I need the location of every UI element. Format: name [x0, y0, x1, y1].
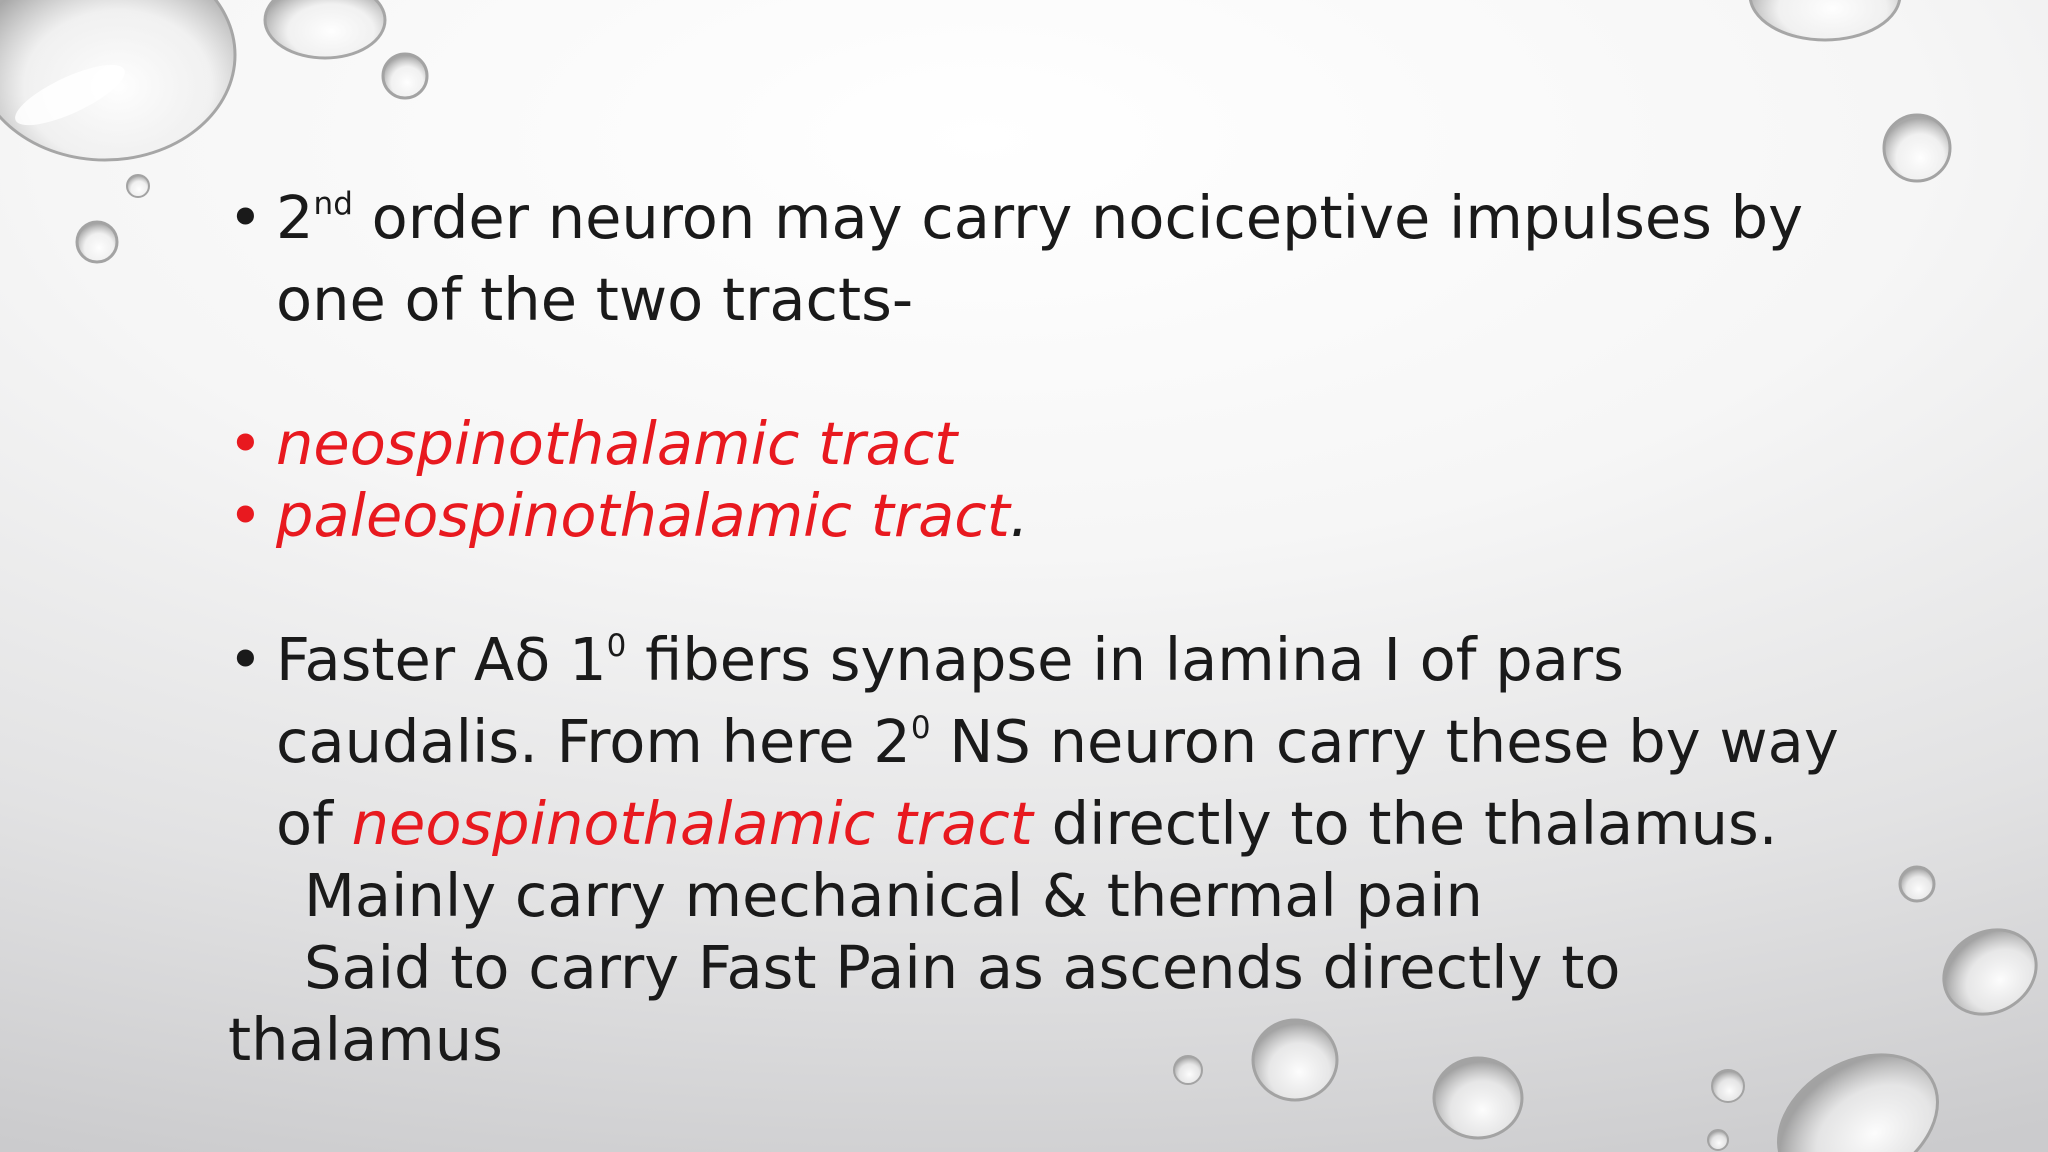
bullet-point-faster-fibers [228, 624, 1848, 1004]
bullet-point-paleospinothalamic [228, 480, 1848, 552]
bullet-marker: • [228, 481, 263, 550]
text-line [276, 624, 1848, 706]
bullet-point-second-order-neuron [228, 182, 1848, 336]
text-run: . [1009, 481, 1029, 550]
bullet-marker: • [228, 183, 263, 252]
text-run: caudalis. From here 2 [276, 707, 911, 776]
superscript: 0 [910, 710, 931, 746]
highlighted-term: neospinothalamic tract [351, 789, 1033, 858]
text-run: NS neuron carry these by way [930, 707, 1839, 776]
highlighted-term: paleospinothalamic tract [276, 481, 1010, 550]
text-run: order neuron may carry nociceptive impulses by [352, 183, 1804, 252]
text-run: Faster Aδ 1 [276, 625, 607, 694]
slide-body [228, 182, 1848, 1076]
superscript: 0 [606, 628, 627, 664]
text-run: directly to the thalamus. [1032, 789, 1778, 858]
text-line: Said to carry Fast Pain as ascends directly to [304, 933, 1621, 1002]
text-line: one of the two tracts- [276, 265, 914, 334]
superscript: nd [313, 186, 353, 222]
text-line [276, 480, 1848, 552]
highlighted-term: neospinothalamic tract [276, 409, 958, 478]
spacer [228, 552, 1848, 624]
text-run: fibers synapse in lamina I of pars [626, 625, 1624, 694]
bullet-marker: • [228, 409, 263, 478]
text-line [276, 788, 1848, 860]
text-line [276, 408, 1848, 480]
bullet-point-neospinothalamic [228, 408, 1848, 480]
droplet-cluster-top-right [1750, 0, 1950, 181]
text-line [276, 182, 1848, 264]
text-run: 2 [276, 183, 314, 252]
bullet-marker: • [228, 625, 263, 694]
text-line: thalamus [228, 1005, 503, 1074]
spacer [228, 336, 1848, 408]
text-line [276, 706, 1848, 788]
text-run: of [276, 789, 352, 858]
text-line: Mainly carry mechanical & thermal pain [304, 861, 1483, 930]
